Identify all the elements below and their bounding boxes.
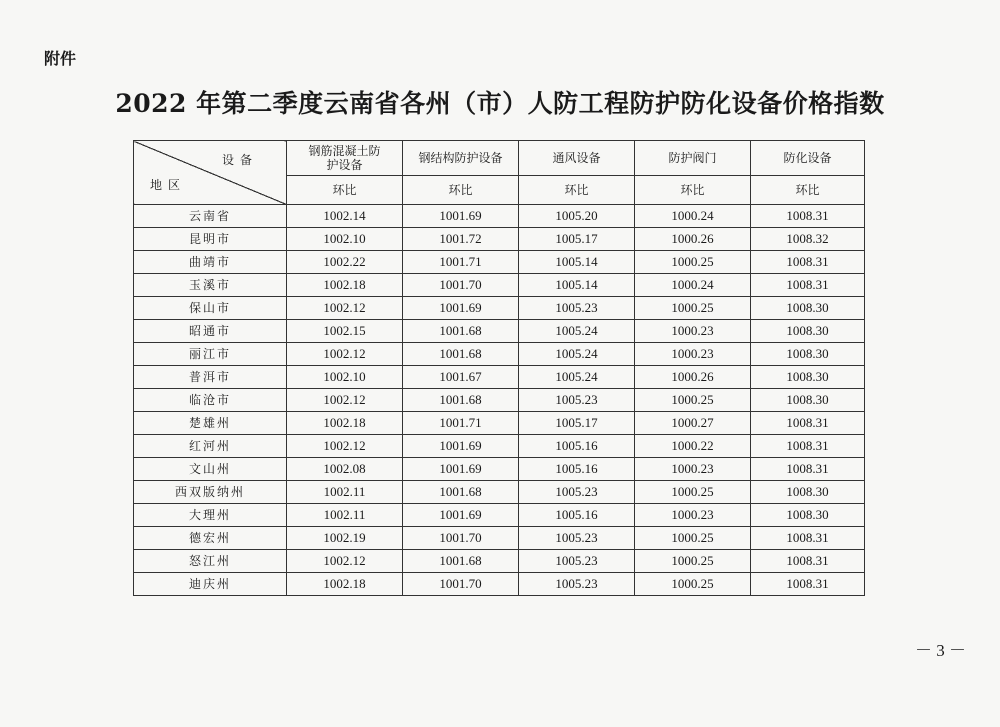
index-value-cell: 1001.69 [403, 504, 519, 527]
index-value-cell: 1008.31 [751, 412, 865, 435]
index-value-cell: 1001.69 [403, 458, 519, 481]
index-value-cell: 1002.18 [287, 573, 403, 596]
index-value-cell: 1001.69 [403, 297, 519, 320]
index-value-cell: 1002.15 [287, 320, 403, 343]
index-value-cell: 1002.22 [287, 251, 403, 274]
index-value-cell: 1002.10 [287, 366, 403, 389]
column-header: 钢筋混凝土防护设备 [287, 141, 403, 176]
attachment-label: 附件 [44, 49, 77, 68]
index-value-cell: 1001.67 [403, 366, 519, 389]
index-value-cell: 1008.30 [751, 297, 865, 320]
table-row [134, 343, 865, 366]
index-value-cell: 1008.31 [751, 573, 865, 596]
index-value-cell: 1008.31 [751, 435, 865, 458]
index-value-cell: 1001.68 [403, 343, 519, 366]
region-cell: 临沧市 [134, 389, 287, 412]
region-cell: 德宏州 [134, 527, 287, 550]
index-value-cell: 1000.25 [635, 550, 751, 573]
index-value-cell: 1000.23 [635, 343, 751, 366]
index-value-cell: 1008.31 [751, 251, 865, 274]
table-row [134, 205, 865, 228]
index-value-cell: 1008.31 [751, 274, 865, 297]
table-row [134, 550, 865, 573]
index-value-cell: 1005.23 [519, 389, 635, 412]
corner-label-region: 地区 [150, 178, 187, 192]
index-value-cell: 1008.31 [751, 458, 865, 481]
index-value-cell: 1005.14 [519, 251, 635, 274]
index-value-cell: 1008.30 [751, 389, 865, 412]
index-value-cell: 1008.30 [751, 481, 865, 504]
index-value-cell: 1000.27 [635, 412, 751, 435]
index-value-cell: 1002.12 [287, 550, 403, 573]
index-value-cell: 1000.25 [635, 251, 751, 274]
table-row [134, 412, 865, 435]
table-body [134, 205, 865, 596]
index-value-cell: 1002.19 [287, 527, 403, 550]
index-value-cell: 1000.24 [635, 205, 751, 228]
table-row [134, 504, 865, 527]
column-subheader: 环比 [519, 176, 635, 205]
index-value-cell: 1001.70 [403, 527, 519, 550]
column-header: 通风设备 [519, 141, 635, 176]
page-number: － 3 － [915, 641, 966, 660]
region-cell: 文山州 [134, 458, 287, 481]
index-value-cell: 1005.20 [519, 205, 635, 228]
index-value-cell: 1000.23 [635, 504, 751, 527]
region-cell: 昭通市 [134, 320, 287, 343]
index-value-cell: 1005.17 [519, 412, 635, 435]
region-cell: 昆明市 [134, 228, 287, 251]
index-value-cell: 1002.12 [287, 297, 403, 320]
index-value-cell: 1002.11 [287, 504, 403, 527]
region-cell: 云南省 [134, 205, 287, 228]
index-value-cell: 1001.71 [403, 412, 519, 435]
index-value-cell: 1008.32 [751, 228, 865, 251]
index-value-cell: 1005.24 [519, 366, 635, 389]
index-value-cell: 1001.68 [403, 389, 519, 412]
region-cell: 迪庆州 [134, 573, 287, 596]
index-value-cell: 1005.16 [519, 504, 635, 527]
index-value-cell: 1005.23 [519, 481, 635, 504]
index-value-cell: 1005.24 [519, 343, 635, 366]
index-value-cell: 1001.68 [403, 481, 519, 504]
index-value-cell: 1005.23 [519, 527, 635, 550]
column-header: 防护阀门 [635, 141, 751, 176]
index-value-cell: 1008.31 [751, 527, 865, 550]
table-row [134, 481, 865, 504]
index-value-cell: 1001.70 [403, 573, 519, 596]
region-cell: 丽江市 [134, 343, 287, 366]
index-value-cell: 1002.10 [287, 228, 403, 251]
column-subheader: 环比 [403, 176, 519, 205]
index-value-cell: 1000.25 [635, 481, 751, 504]
index-value-cell: 1002.12 [287, 343, 403, 366]
corner-label-equipment: 设备 [221, 153, 258, 167]
index-value-cell: 1002.11 [287, 481, 403, 504]
region-cell: 玉溪市 [134, 274, 287, 297]
index-value-cell: 1008.31 [751, 550, 865, 573]
region-cell: 楚雄州 [134, 412, 287, 435]
index-value-cell: 1008.30 [751, 343, 865, 366]
index-value-cell: 1000.25 [635, 527, 751, 550]
region-cell: 保山市 [134, 297, 287, 320]
table-row [134, 274, 865, 297]
index-value-cell: 1000.22 [635, 435, 751, 458]
index-value-cell: 1008.30 [751, 320, 865, 343]
index-value-cell: 1005.24 [519, 320, 635, 343]
index-value-cell: 1008.31 [751, 205, 865, 228]
table-row [134, 435, 865, 458]
index-value-cell: 1001.68 [403, 550, 519, 573]
table-row [134, 366, 865, 389]
table-row [134, 251, 865, 274]
price-index-table [133, 140, 865, 596]
column-subheader: 环比 [635, 176, 751, 205]
index-value-cell: 1001.71 [403, 251, 519, 274]
index-value-cell: 1002.18 [287, 274, 403, 297]
index-value-cell: 1005.23 [519, 573, 635, 596]
region-cell: 曲靖市 [134, 251, 287, 274]
column-subheader: 环比 [751, 176, 865, 205]
column-subheader: 环比 [287, 176, 403, 205]
table-row [134, 573, 865, 596]
table-row [134, 228, 865, 251]
region-cell: 西双版纳州 [134, 481, 287, 504]
index-value-cell: 1005.23 [519, 550, 635, 573]
index-value-cell: 1001.70 [403, 274, 519, 297]
index-value-cell: 1002.12 [287, 389, 403, 412]
index-value-cell: 1001.68 [403, 320, 519, 343]
table-row [134, 458, 865, 481]
index-value-cell: 1008.30 [751, 504, 865, 527]
index-value-cell: 1000.23 [635, 320, 751, 343]
index-value-cell: 1000.24 [635, 274, 751, 297]
region-cell: 大理州 [134, 504, 287, 527]
index-value-cell: 1005.23 [519, 297, 635, 320]
index-value-cell: 1001.69 [403, 205, 519, 228]
index-value-cell: 1001.69 [403, 435, 519, 458]
table-row [134, 320, 865, 343]
index-value-cell: 1002.14 [287, 205, 403, 228]
index-value-cell: 1005.16 [519, 458, 635, 481]
index-value-cell: 1002.18 [287, 412, 403, 435]
region-cell: 怒江州 [134, 550, 287, 573]
table-row [134, 297, 865, 320]
column-header: 防化设备 [751, 141, 865, 176]
document-title: 2022 年第二季度云南省各州（市）人防工程防护防化设备价格指数 [115, 89, 885, 118]
index-value-cell: 1001.72 [403, 228, 519, 251]
index-value-cell: 1000.26 [635, 366, 751, 389]
region-cell: 普洱市 [134, 366, 287, 389]
index-value-cell: 1008.30 [751, 366, 865, 389]
index-value-cell: 1000.25 [635, 573, 751, 596]
index-value-cell: 1005.14 [519, 274, 635, 297]
index-value-cell: 1000.25 [635, 297, 751, 320]
index-value-cell: 1002.08 [287, 458, 403, 481]
corner-header-cell [134, 141, 287, 205]
table-row [134, 527, 865, 550]
index-value-cell: 1002.12 [287, 435, 403, 458]
region-cell: 红河州 [134, 435, 287, 458]
index-value-cell: 1000.25 [635, 389, 751, 412]
column-header: 钢结构防护设备 [403, 141, 519, 176]
table-row [134, 389, 865, 412]
index-value-cell: 1005.17 [519, 228, 635, 251]
index-value-cell: 1005.16 [519, 435, 635, 458]
index-value-cell: 1000.23 [635, 458, 751, 481]
index-value-cell: 1000.26 [635, 228, 751, 251]
